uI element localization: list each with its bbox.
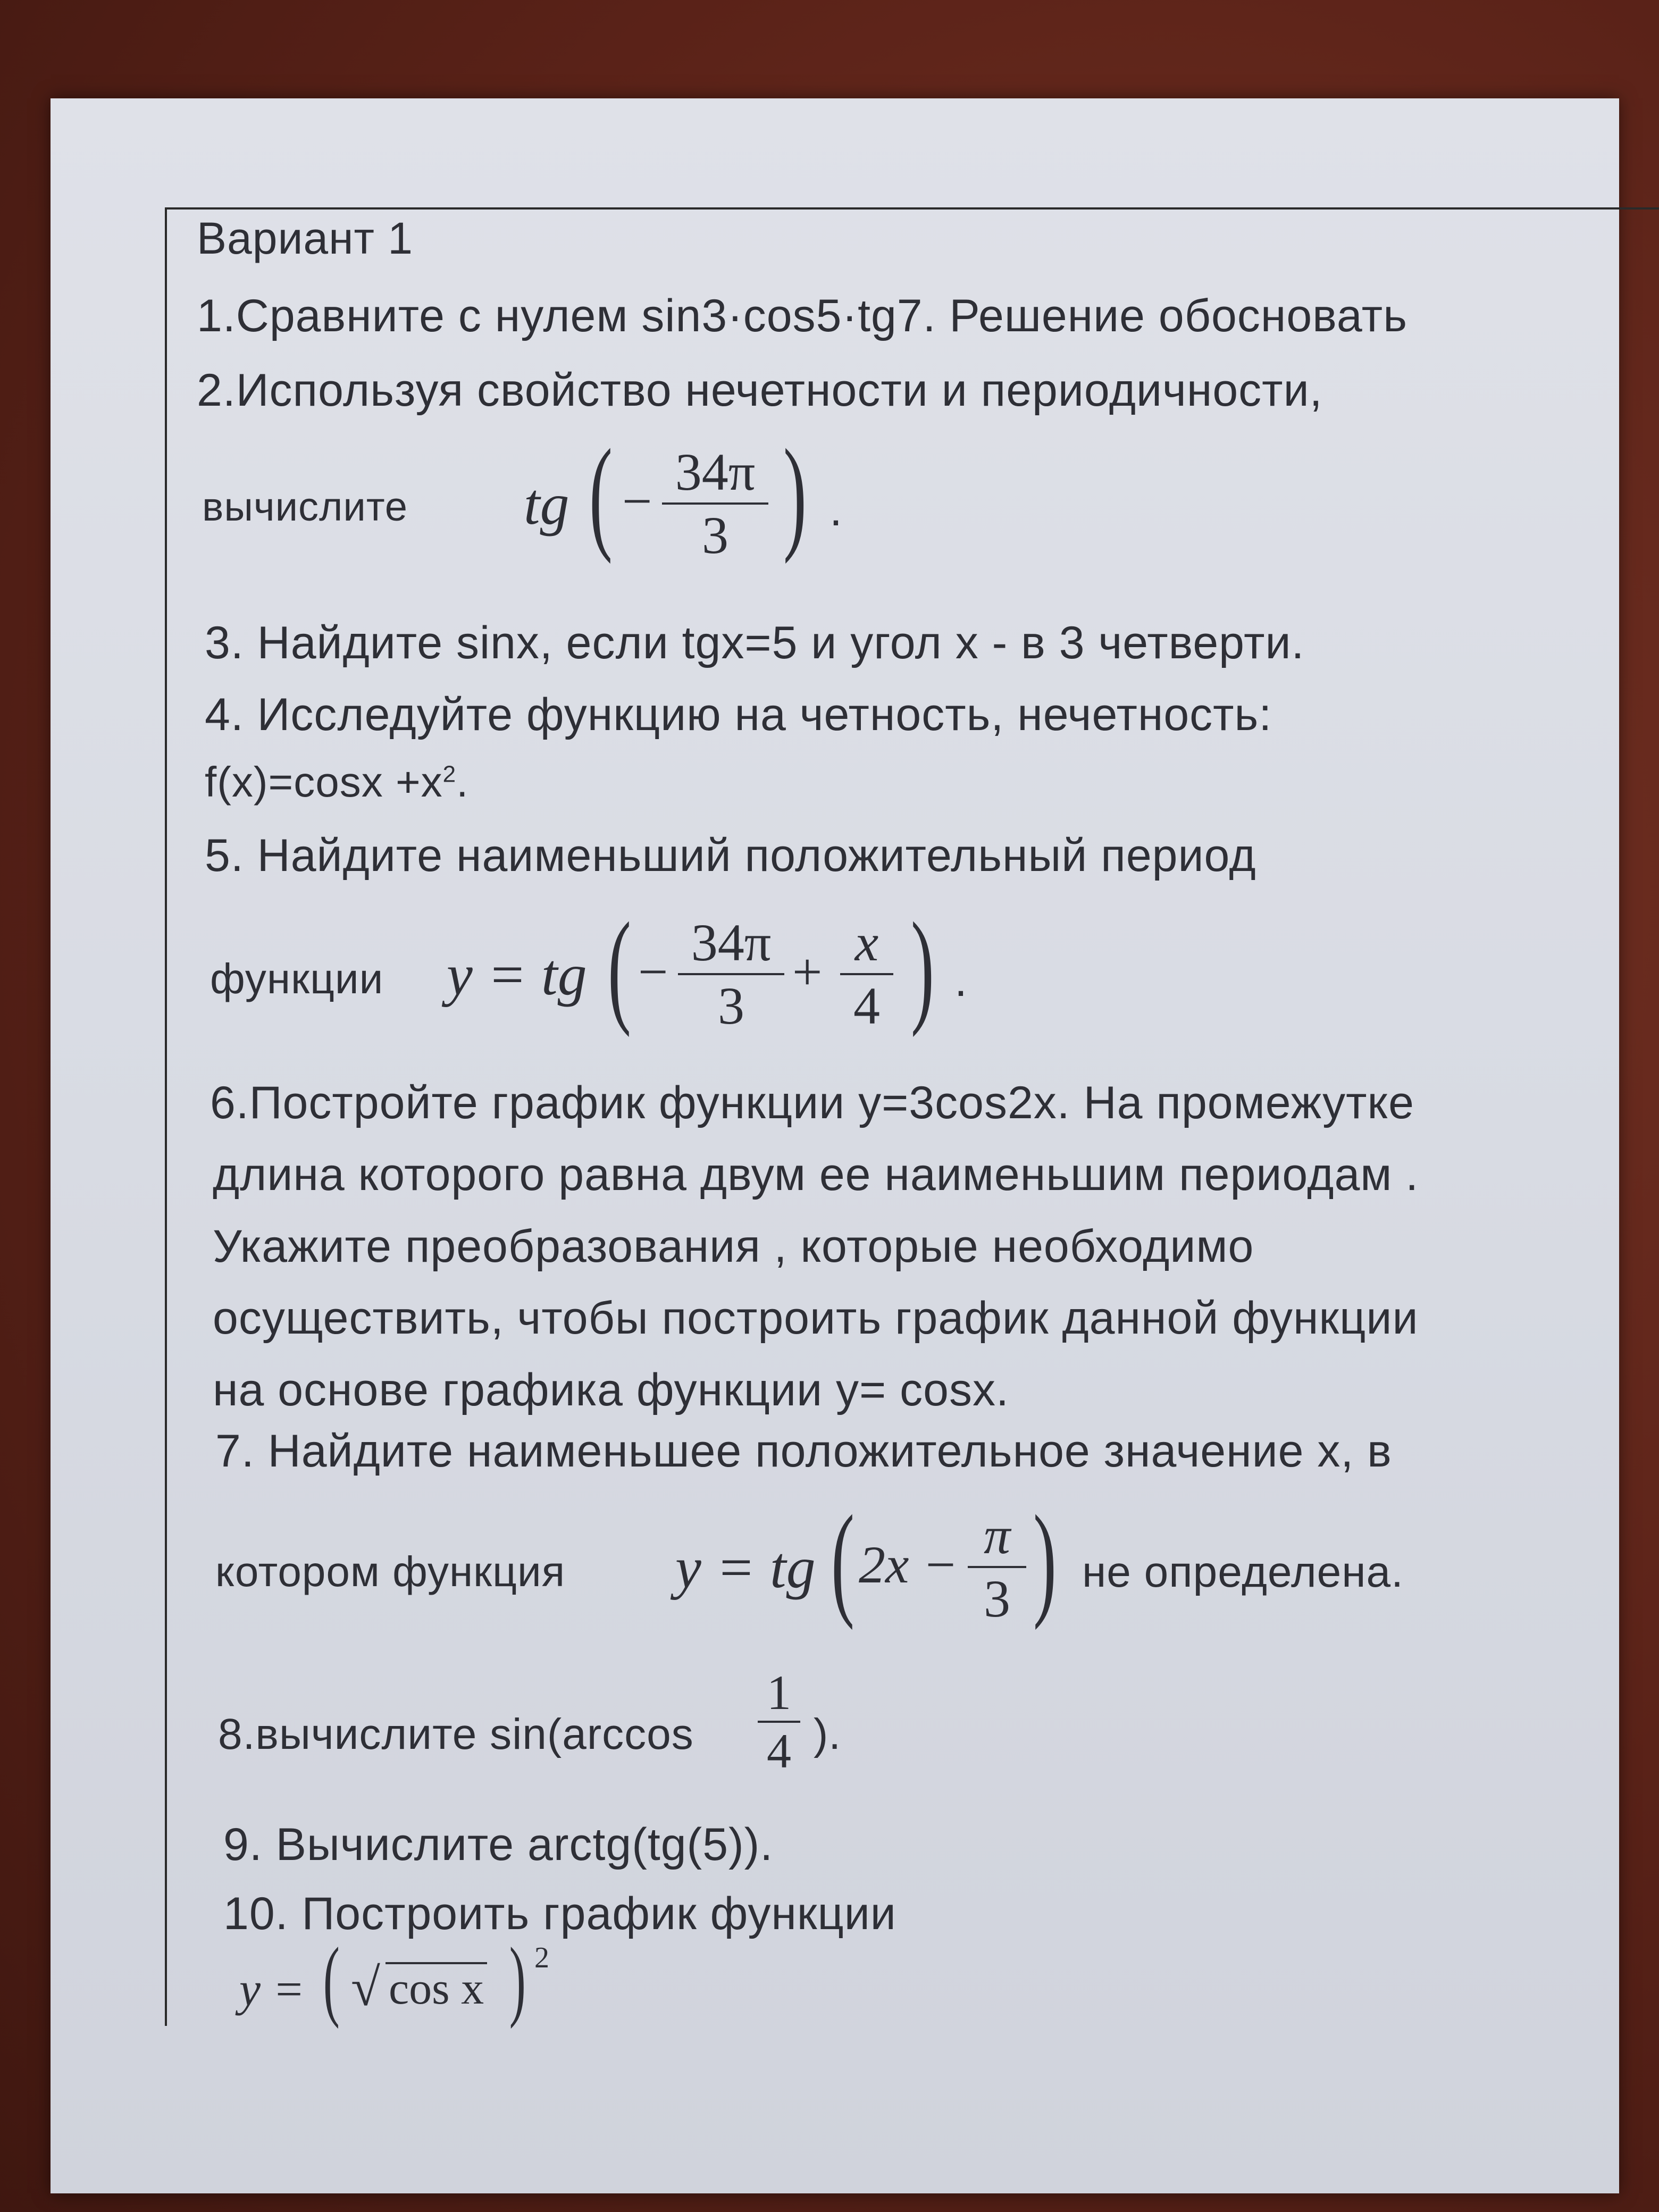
question-10-lparen: ( <box>323 1929 340 2029</box>
question-6-line5: на основе графика функции y= cosx. <box>213 1364 1009 1415</box>
question-8-tail: ). <box>814 1710 842 1758</box>
question-7-numerator: π <box>983 1506 1011 1565</box>
question-6-line1: 6.Постройте график функции y=3cos2x. На промежутке <box>210 1077 1414 1128</box>
question-7-lparen: ( <box>831 1489 854 1630</box>
question-3: 3. Найдите sinx, если tgx=5 и угол x - в 3 четверти. <box>205 617 1305 668</box>
question-1: 1.Сравните с нулем sin3·cos5·tg7. Решение обосновать <box>197 290 1407 341</box>
question-5-plus: + <box>792 942 823 1001</box>
question-8-denominator: 4 <box>767 1724 791 1778</box>
question-7-rparen: ) <box>1033 1489 1057 1630</box>
question-2-minus: − <box>622 472 652 531</box>
question-2-numerator: 34π <box>675 442 756 501</box>
question-2-fn: tg <box>524 472 569 537</box>
question-2-lparen: ( <box>589 423 613 564</box>
question-4-line2 <box>205 758 468 807</box>
question-10-fn: y = <box>239 1963 305 2016</box>
question-10-line1: 10. Построить график функции <box>223 1888 896 1939</box>
question-8-fraction <box>758 1664 800 1779</box>
question-6-line4: осуществить, чтобы построить график данной функции <box>213 1293 1419 1344</box>
question-2-fraction <box>662 441 768 566</box>
question-2-dot: . <box>830 484 843 535</box>
question-4-exponent: 2 <box>442 761 457 787</box>
question-2-rparen: ) <box>783 423 807 564</box>
question-5-lparen: ( <box>607 896 631 1037</box>
question-5-numerator-1: 34π <box>691 913 772 972</box>
question-2-line1: 2.Используя свойство нечетности и периодичности, <box>197 365 1323 416</box>
question-5-fn: y = tg <box>447 942 587 1007</box>
question-7-label: котором функция <box>215 1548 566 1595</box>
question-6-line3: Укажите преобразования , которые необходимо <box>213 1221 1254 1272</box>
question-4-expression: f(x)=cosx +x <box>205 758 443 806</box>
question-5-rparen: ) <box>910 896 934 1037</box>
question-9: 9. Вычислите arctg(tg(5)). <box>223 1819 774 1870</box>
question-7-fn: y = tg <box>675 1535 816 1600</box>
question-5-numerator-2: x <box>854 913 879 972</box>
question-4-dot: . <box>456 758 469 806</box>
question-4-line1: 4. Исследуйте функцию на четность, нечетность: <box>205 689 1272 740</box>
question-5-fraction-1 <box>678 912 784 1036</box>
question-5-label: функции <box>210 955 384 1002</box>
variant-title: Вариант 1 <box>197 213 414 263</box>
question-2-label: вычислите <box>202 484 408 530</box>
question-5-fraction-2 <box>840 912 893 1036</box>
question-5-denominator-1: 3 <box>718 976 744 1035</box>
question-7-inner-text: 2x − <box>859 1535 958 1594</box>
question-7-line1: 7. Найдите наименьшее положительное значение x, в <box>215 1426 1392 1477</box>
question-6-line2: длина которого равна двум ее наименьшим периодам . <box>213 1149 1419 1200</box>
question-5-dot: . <box>954 955 968 1006</box>
sqrt-icon: √ <box>351 1958 380 2017</box>
question-5-denominator-2: 4 <box>853 976 880 1035</box>
question-7-inner <box>859 1534 958 1595</box>
question-7-fraction <box>968 1505 1026 1629</box>
question-7-denominator: 3 <box>984 1569 1010 1628</box>
question-5-line1: 5. Найдите наименьший положительный период <box>205 830 1256 881</box>
question-10-rparen: ) <box>509 1929 526 2029</box>
question-7-tail: не определена. <box>1082 1548 1404 1596</box>
question-5-minus: − <box>638 942 668 1001</box>
question-8-label: 8.вычислите sin(arccos <box>218 1710 694 1758</box>
question-10-exponent: 2 <box>534 1941 549 1974</box>
question-2-denominator: 3 <box>702 506 728 565</box>
question-8-numerator: 1 <box>767 1665 791 1720</box>
question-10-radicand: cos x <box>386 1962 487 2012</box>
